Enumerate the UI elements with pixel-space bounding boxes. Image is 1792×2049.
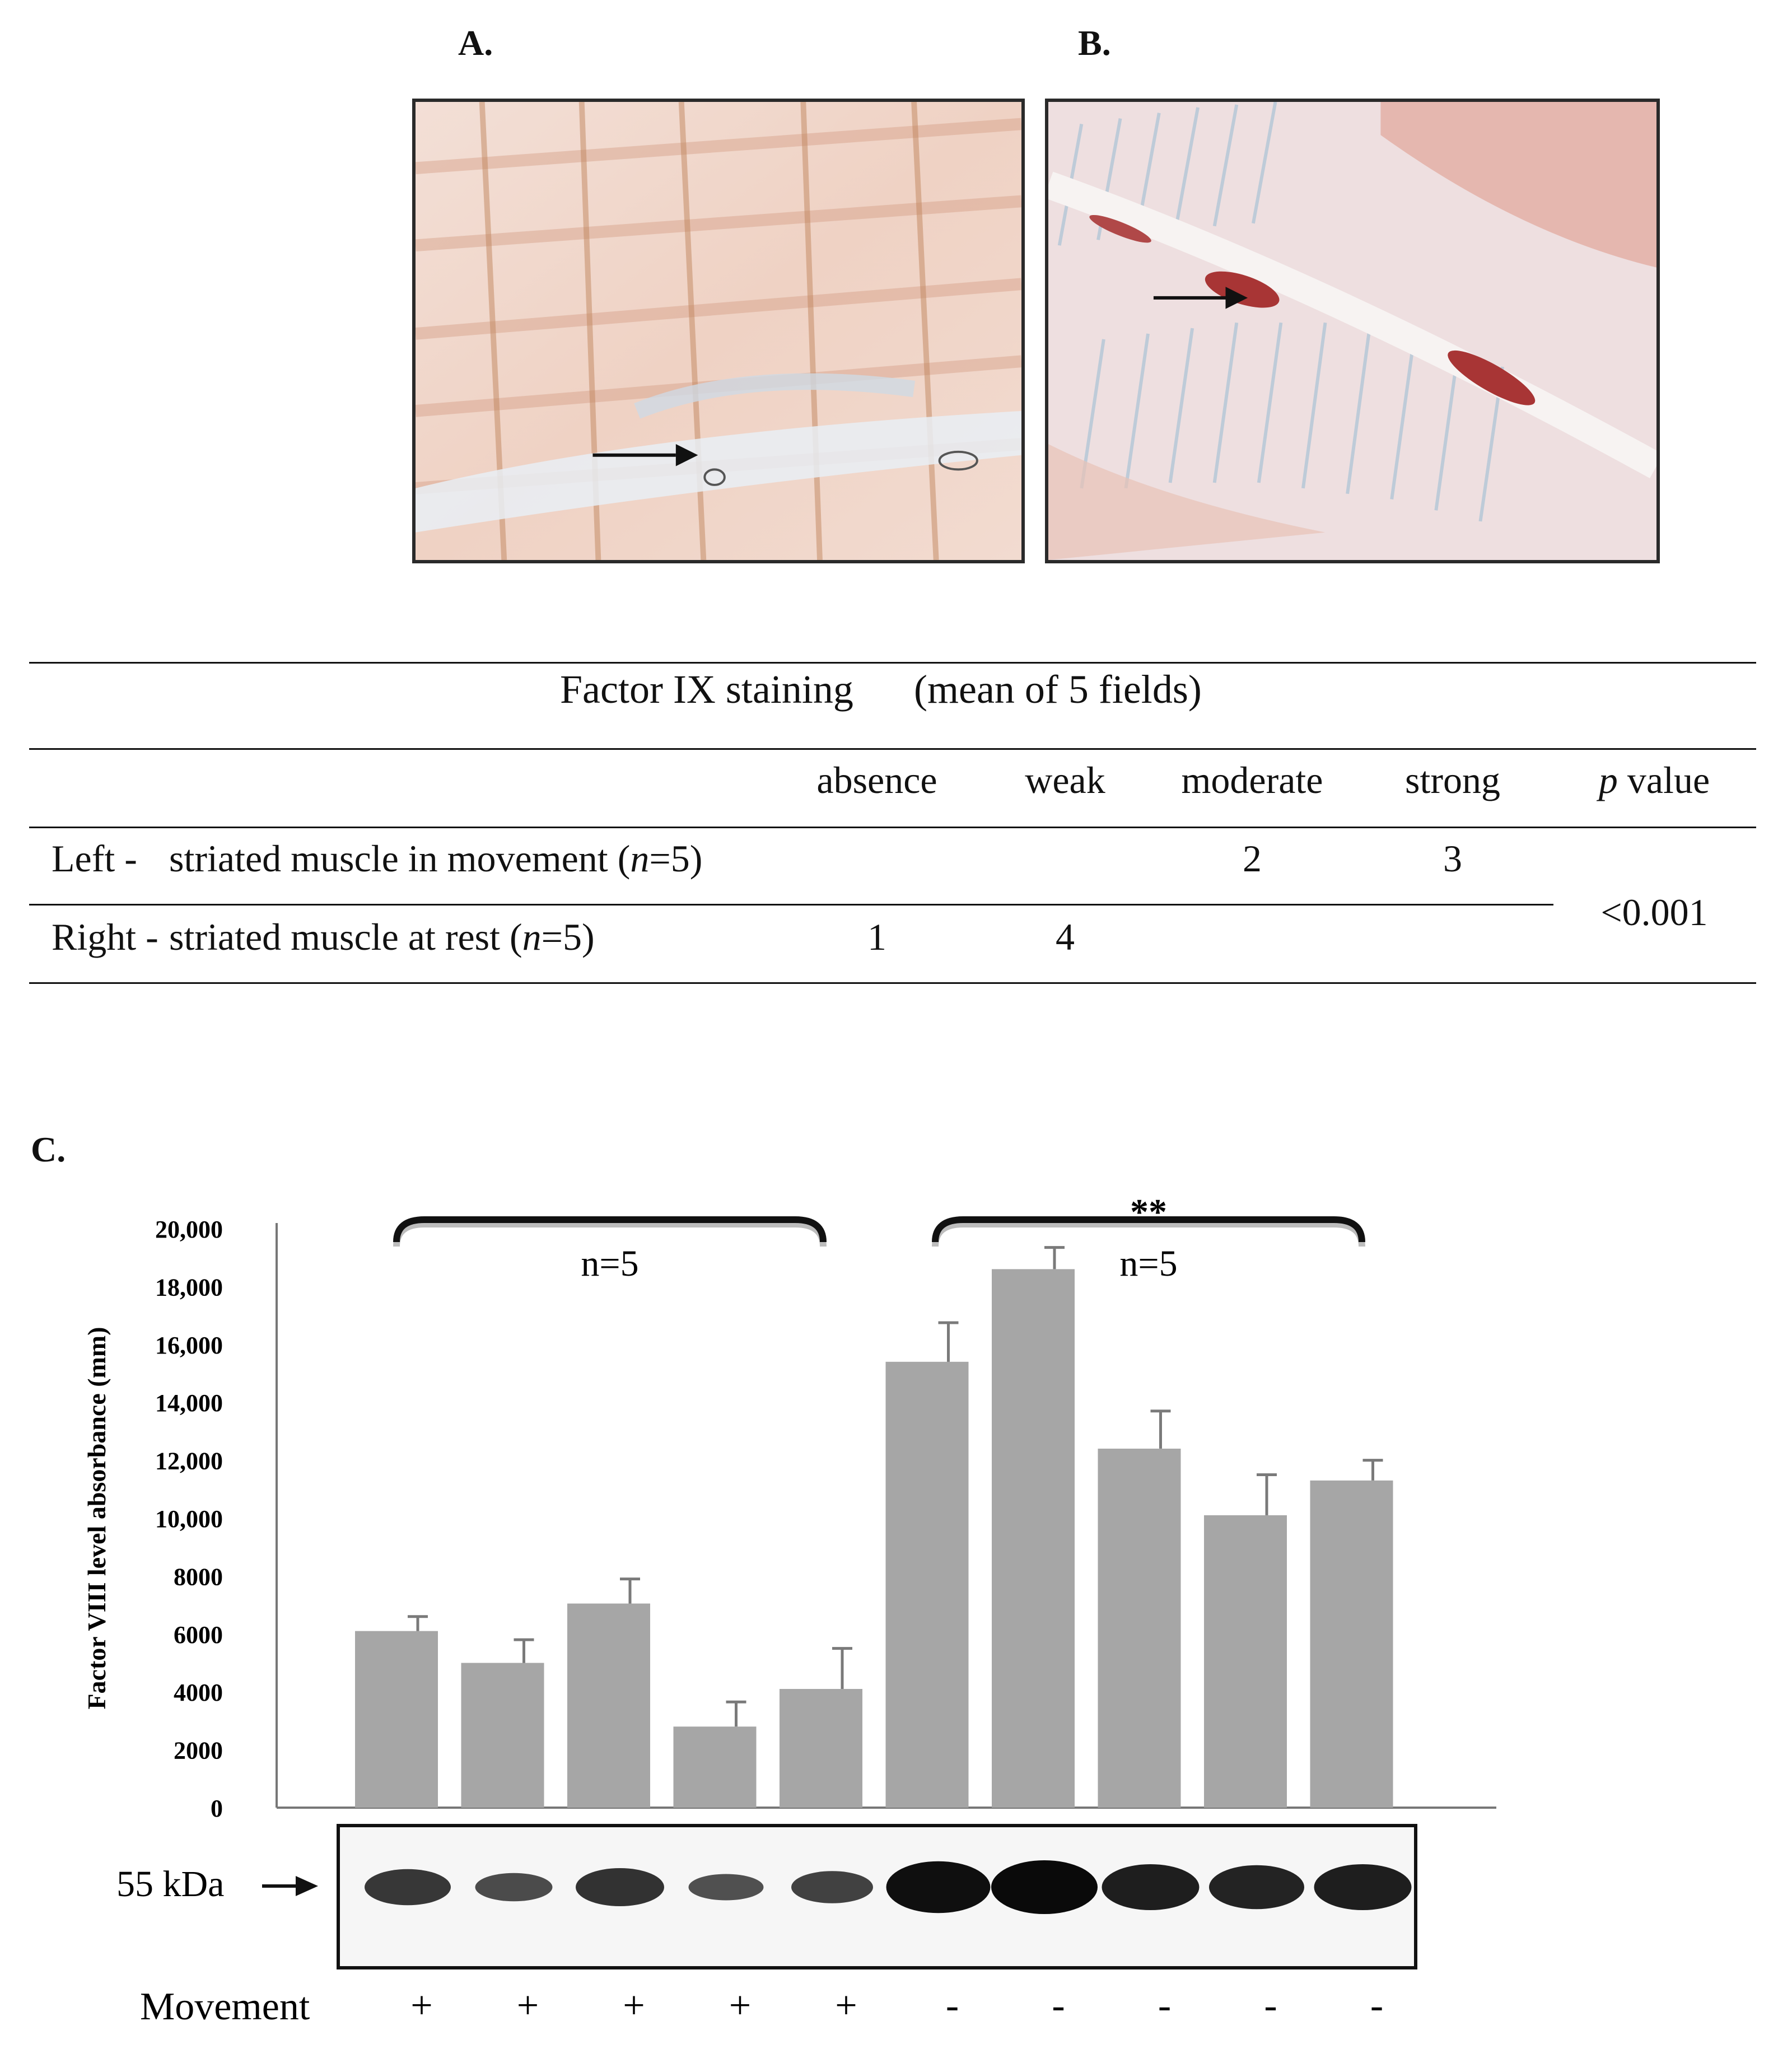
table-top-rule — [29, 662, 1756, 664]
y-tick-label: 0 — [211, 1795, 223, 1822]
blot-band — [576, 1868, 664, 1906]
row-right-weak: 4 — [1056, 916, 1075, 958]
y-tick-label: 18,000 — [155, 1273, 223, 1301]
blot-band — [1314, 1864, 1412, 1910]
bar — [1098, 1449, 1181, 1808]
row-right-label-post: =5) — [541, 916, 595, 958]
chart-svg — [0, 1187, 1792, 2046]
left-muscle-micrograph — [412, 99, 1025, 563]
row-left-label-post: =5) — [649, 837, 703, 880]
header-absence: absence — [816, 759, 937, 801]
y-tick-label: 8000 — [174, 1563, 223, 1591]
y-tick-label: 12,000 — [155, 1447, 223, 1475]
movement-mark: + — [835, 1984, 857, 2027]
header-strong: strong — [1405, 759, 1500, 801]
movement-mark: - — [1158, 1984, 1172, 2027]
table-row-divider — [29, 904, 1553, 906]
blot-band — [475, 1873, 553, 1902]
bar — [992, 1269, 1075, 1808]
movement-mark: + — [410, 1984, 433, 2027]
blot-band — [886, 1861, 991, 1913]
bar — [780, 1689, 862, 1808]
y-tick-label: 10,000 — [155, 1505, 223, 1533]
p-value-suffix: value — [1617, 759, 1710, 801]
blot-band — [791, 1871, 873, 1903]
y-tick-label: 14,000 — [155, 1389, 223, 1417]
bar — [355, 1631, 438, 1808]
panel-b-label: B. — [1078, 23, 1111, 63]
factor-viii-chart — [0, 1187, 1792, 2046]
group-n-label-movement: n=5 — [581, 1243, 639, 1284]
movement-mark: - — [1052, 1984, 1065, 2027]
blot-band — [689, 1874, 764, 1901]
header-p-value — [1599, 758, 1710, 802]
movement-mark: + — [623, 1984, 645, 2027]
row-right-side: Right - — [52, 916, 158, 958]
movement-mark: + — [516, 1984, 539, 2027]
p-italic: p — [1598, 759, 1618, 801]
group-n-label-rest: n=5 — [1119, 1243, 1178, 1284]
y-tick-label: 6000 — [174, 1621, 223, 1649]
table-header-rule — [29, 748, 1756, 750]
table-body-rule — [29, 827, 1756, 828]
movement-mark: - — [945, 1984, 959, 2027]
row-right-label-pre: striated muscle at rest ( — [169, 916, 522, 958]
bar — [674, 1726, 757, 1808]
bar — [567, 1604, 650, 1808]
movement-mark: + — [729, 1984, 752, 2027]
blot-band — [1102, 1864, 1200, 1910]
header-weak: weak — [1025, 759, 1105, 801]
significance-label: ** — [1130, 1192, 1167, 1233]
blot-size-label: 55 kDa — [116, 1864, 225, 1905]
blot-band — [365, 1869, 451, 1906]
movement-label: Movement — [140, 1985, 310, 2028]
row-left-label-n: n — [630, 837, 650, 880]
y-tick-label: 20,000 — [155, 1216, 223, 1243]
row-right-label-n: n — [522, 916, 542, 958]
y-tick-label: 2000 — [174, 1737, 223, 1765]
p-value-cell: <0.001 — [1600, 891, 1708, 934]
row-right-label — [169, 915, 595, 959]
panel-c-label: C. — [31, 1129, 66, 1169]
row-left-moderate: 2 — [1243, 837, 1262, 880]
movement-mark: - — [1264, 1984, 1277, 2027]
bar — [886, 1362, 969, 1808]
row-left-label-pre: striated muscle in movement ( — [169, 837, 631, 880]
row-left-label — [169, 837, 702, 881]
blot-band — [991, 1860, 1098, 1914]
right-muscle-micrograph — [1045, 99, 1660, 563]
row-left-side: Left - — [52, 837, 137, 880]
blot-band — [1209, 1865, 1304, 1910]
table-caption-right: (mean of 5 fields) — [914, 667, 1202, 712]
movement-mark: - — [1370, 1984, 1384, 2027]
bar — [1204, 1515, 1287, 1808]
group-brace-movement — [396, 1220, 823, 1242]
table-caption-left: Factor IX staining — [560, 667, 853, 712]
bar — [1310, 1481, 1393, 1808]
row-right-absence: 1 — [867, 916, 886, 958]
bar — [461, 1663, 544, 1808]
header-moderate: moderate — [1181, 759, 1323, 801]
y-axis-label: Factor VIII level absorbance (mm) — [82, 1327, 111, 1710]
blot-arrow-head — [296, 1876, 318, 1896]
table-bottom-rule — [29, 982, 1756, 984]
row-left-strong: 3 — [1443, 837, 1462, 880]
panel-a-label: A. — [458, 23, 493, 63]
y-tick-label: 16,000 — [155, 1331, 223, 1359]
y-tick-label: 4000 — [174, 1679, 223, 1707]
